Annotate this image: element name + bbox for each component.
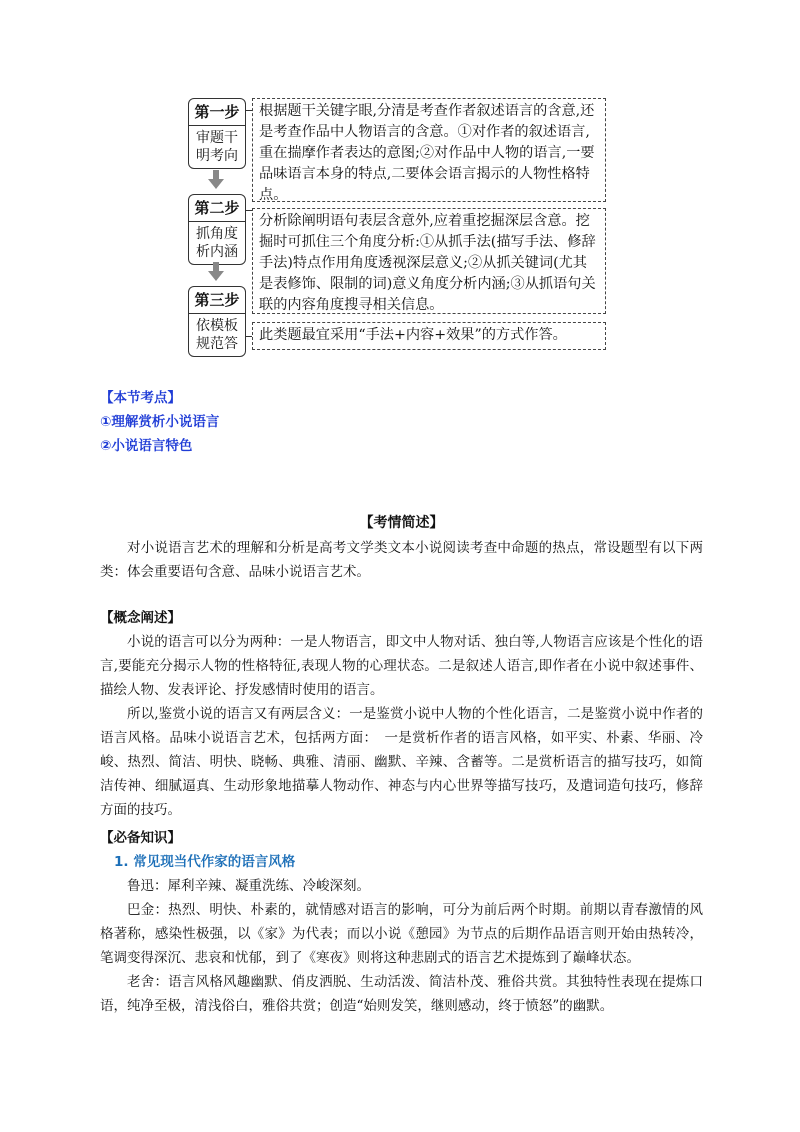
concept-paragraphs xyxy=(100,630,703,822)
step-2-subtitle: 抓角度析内涵 xyxy=(196,226,238,260)
step-1-description: 根据题干关键字眼,分清是考查作者叙述语言的含意,还是考查作品中人物语言的含意。①对作者的叙述语言,重在揣摩作者表达的意图;②对作品中人物的语言,一要品味语言本身的特点,二要体会语言揭示的人物性格特点。 xyxy=(252,98,606,202)
method-diagram xyxy=(188,98,618,354)
step-2-title: 第二步 xyxy=(189,195,245,222)
knowledge-subheading: 1. 常见现当代作家的语言风格 xyxy=(114,854,296,870)
key-point-item: ①理解赏析小说语言 xyxy=(100,414,220,430)
overview-heading: 【考情简述】 xyxy=(359,515,444,531)
step-2-block xyxy=(188,194,246,265)
overview-paragraph xyxy=(100,536,703,584)
key-points-heading: 【本节考点】 xyxy=(100,390,181,406)
concept-heading: 【概念阐述】 xyxy=(100,610,181,626)
down-arrow-icon xyxy=(208,170,224,190)
knowledge-paragraphs xyxy=(100,874,703,1018)
step-1-title: 第一步 xyxy=(189,99,245,126)
concept-paragraph-1: 小说的语言可以分为两种：一是人物语言，即文中人物对话、独白等,人物语言应该是个性化的语言,要能充分揭示人物的性格特征,表现人物的心理状态。二是叙述人语言,即作者在小说中叙述事件、描绘人物、发表评论、抒发感情时使用的语言。 xyxy=(100,634,703,698)
step-3-block xyxy=(188,286,246,357)
key-points xyxy=(100,386,219,458)
step-3-description: 此类题最宜采用“手法+内容+效果”的方式作答。 xyxy=(252,322,606,350)
key-point-item: ②小说语言特色 xyxy=(100,438,193,454)
concept-paragraph-2: 所以,鉴赏小说的语言又有两层含义：一是鉴赏小说中人物的个性化语言，二是鉴赏小说中作者的语言风格。品味小说语言艺术，包括两方面： 一是赏析作者的语言风格，如平实、朴素、华丽、冷峻、热烈、简洁、明快、晓畅、典雅、清丽、幽默、辛辣、含蓄等。二是赏析语言的描写技巧，如简洁传神、细腻逼真、生动形象地描摹人物动作、神态与内心世界等描写技巧，及遣词造句技巧，修辞方面的技巧。 xyxy=(100,706,703,818)
step-3-title: 第三步 xyxy=(189,287,245,314)
knowledge-paragraph-luxun: 鲁迅：犀利辛辣、凝重洗练、冷峻深刻。 xyxy=(127,878,370,894)
knowledge-paragraph-bajin: 巴金：热烈、明快、朴素的，就情感对语言的影响，可分为前后两个时期。前期以青春激情的风格著称，感染性极强，以《家》为代表；而以小说《憩园》为节点的后期作品语言则开始由热转冷，笔调变得深沉、悲哀和忧郁，到了《寒夜》则将这种悲剧式的语言艺术提炼到了巅峰状态。 xyxy=(100,902,703,966)
overview-text: 对小说语言艺术的理解和分析是高考文学类文本小说阅读考查中命题的热点，常设题型有以下两类：体会重要语句含意、品味小说语言艺术。 xyxy=(100,540,703,580)
down-arrow-icon xyxy=(208,262,224,282)
step-3-subtitle: 依模板规范答 xyxy=(196,318,238,352)
knowledge-heading: 【必备知识】 xyxy=(100,830,181,846)
step-2-description: 分析除阐明语句表层含意外,应着重挖掘深层含意。挖掘时可抓住三个角度分析:①从抓手法(描写手法、修辞手法)特点作用角度透视深层意义;②从抓关键词(尤其是表修饰、限制的词)意义角度分析内涵;③从抓语句关联的内容角度搜寻相关信息。 xyxy=(252,208,606,314)
step-1-block xyxy=(188,98,246,169)
step-1-subtitle: 审题干明考向 xyxy=(196,130,238,164)
knowledge-paragraph-laoshe: 老舍：语言风格风趣幽默、俏皮洒脱、生动活泼、简洁朴茂、雅俗共赏。其独特性表现在提炼口语，纯净至极，清浅俗白，雅俗共赏；创造“始则发笑，继则感动，终于愤怒”的幽默。 xyxy=(100,974,703,1014)
